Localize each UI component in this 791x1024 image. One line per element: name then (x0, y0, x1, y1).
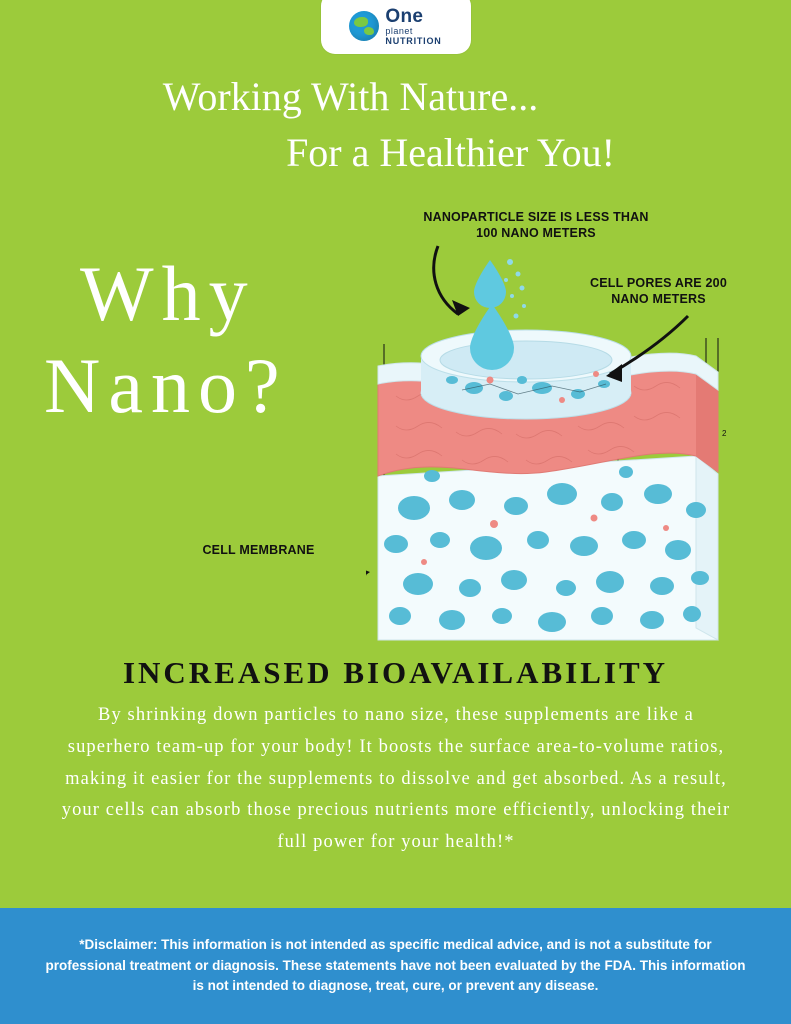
disclaimer-bar (0, 908, 791, 1024)
callout-cell-membrane: CELL MEMBRANE (202, 543, 315, 557)
disclaimer-text: *Disclaimer: This information is not intended as specific medical advice, and is not a substitute for professional treatment or diagnosis. These statements have not been evaluated by the FDA. This information is not intended to diagnose, treat, cure, or prevent any disease. (45, 936, 746, 994)
globe-icon (349, 11, 379, 41)
logo-name-planet: planet (385, 25, 413, 36)
headline-line-1: Working With Nature... (162, 74, 539, 119)
section-title: INCREASED BIOAVAILABILITY (122, 655, 669, 690)
page-title (44, 248, 374, 432)
logo-name-nutrition: NUTRITION (385, 35, 442, 46)
nano-dish (421, 330, 631, 419)
logo-text (385, 7, 441, 46)
callout-nanoparticle-size: NANOPARTICLE SIZE IS LESS THAN 100 NANO METERS (423, 210, 649, 240)
page-title-line-1: Why (80, 250, 256, 337)
droplet-specks (504, 259, 526, 319)
body-paragraph: By shrinking down particles to nano size, these supplements are like a superhero team-up for your body! It boosts the surface area-to-volume ratios, making it easier for the supplements to dissolve and get absorbed. As a result, your cells can absorb those precious nutrients more efficiently, unlocking their full power for your health!* (61, 705, 731, 853)
logo-inner (349, 7, 441, 46)
arrowhead-nanoparticle (452, 300, 470, 316)
headline (0, 72, 791, 178)
page-title-line-2: Nano? (44, 342, 288, 430)
nm-label-3: 2 (722, 429, 727, 438)
callout-cell-pores: CELL PORES ARE 200 NANO METERS (590, 276, 727, 306)
cell-absorption-diagram (202, 188, 786, 648)
headline-line-2: For a Healthier You! (286, 130, 615, 175)
arrowhead-cell-membrane (366, 566, 370, 582)
diagram-svg (366, 188, 786, 648)
brand-logo (321, 0, 471, 54)
logo-name-one: One (385, 5, 424, 27)
